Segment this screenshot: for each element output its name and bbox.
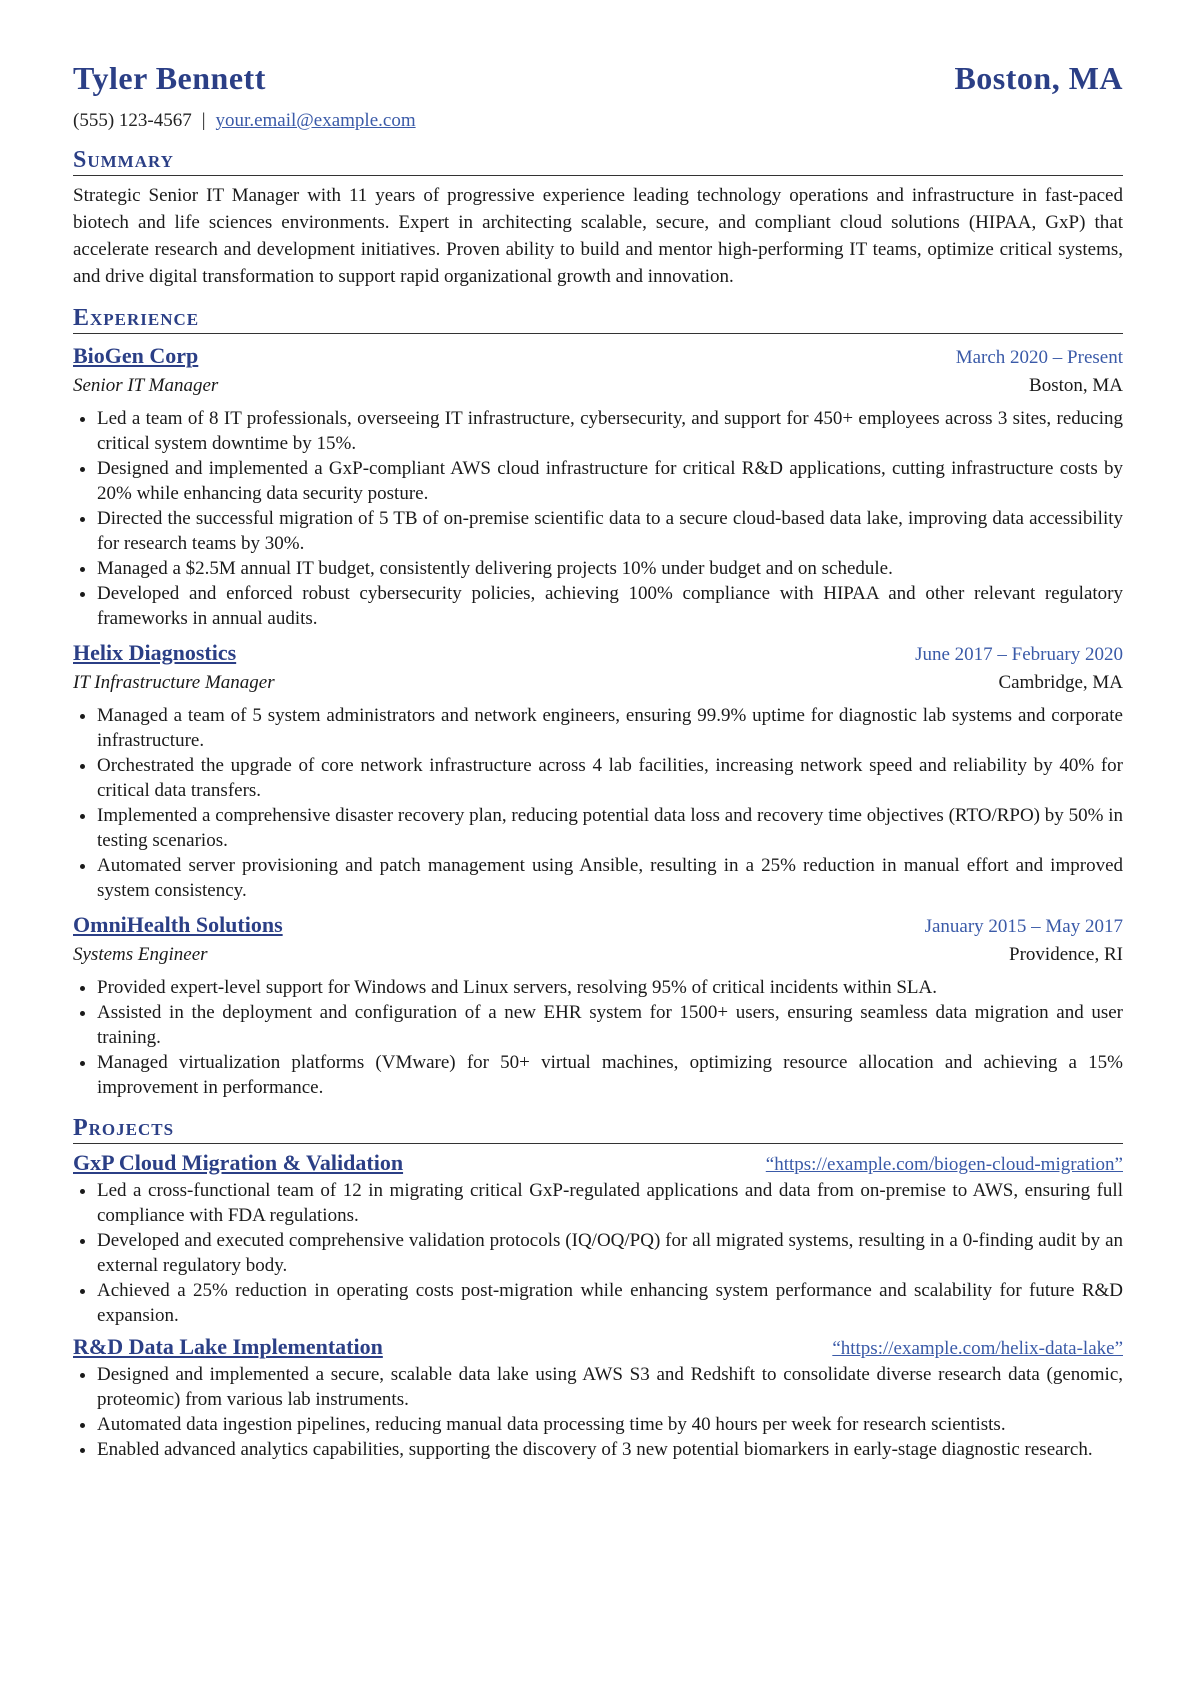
bullet-item: • Led a cross-functional team of 12 in migrating critical GxP-regulated applications and data from on-premise to AWS, ensuring full compliance with FDA regulations. xyxy=(97,1178,1123,1228)
job-entry xyxy=(73,639,1123,903)
job-location: Providence, RI xyxy=(1009,944,1123,965)
project-url-link[interactable]: “https://example.com/biogen-cloud-migration” xyxy=(765,1154,1123,1175)
candidate-name: Tyler Bennett xyxy=(73,60,266,96)
bullet-item: • Assisted in the deployment and configuration of a new EHR system for 1500+ users, ensuring seamless data migration and user training. xyxy=(97,1000,1123,1050)
project-entry xyxy=(73,1334,1123,1462)
job-entry xyxy=(73,342,1123,631)
job-dates: March 2020 – Present xyxy=(955,347,1123,368)
company-link[interactable]: Helix Diagnostics xyxy=(73,640,237,665)
bullet-item: • Developed and enforced robust cybersecurity policies, achieving 100% compliance with HIPAA and other relevant regulatory frameworks in annual audits. xyxy=(97,581,1123,631)
bullet-item: • Orchestrated the upgrade of core network infrastructure across 4 lab facilities, increasing network speed and reliability by 40% for critical data transfers. xyxy=(97,753,1123,803)
job-role: Senior IT Manager xyxy=(73,375,219,396)
bullet-item: • Automated server provisioning and patch management using Ansible, resulting in a 25% reduction in manual effort and improved system consistency. xyxy=(97,853,1123,903)
contact-separator: | xyxy=(201,110,206,131)
company-link[interactable]: BioGen Corp xyxy=(73,343,199,368)
job-location: Boston, MA xyxy=(1029,375,1123,396)
phone-number: (555) 123-4567 xyxy=(73,110,192,131)
email-link[interactable]: your.email@example.com xyxy=(215,110,416,131)
bullet-item: • Directed the successful migration of 5 TB of on-premise scientific data to a secure cloud-based data lake, improving data accessibility for research teams by 30%. xyxy=(97,506,1123,556)
bullet-item: • Provided expert-level support for Windows and Linux servers, resolving 95% of critical incidents within SLA. xyxy=(97,975,1123,1000)
bullet-item: • Managed a team of 5 system administrators and network engineers, ensuring 99.9% uptime for diagnostic lab systems and corporate infrastructure. xyxy=(97,703,1123,753)
header xyxy=(73,60,1123,104)
projects-heading: Projects xyxy=(73,1114,1123,1144)
summary-text: Strategic Senior IT Manager with 11 years of progressive experience leading technology operations and infrastructure in fast-paced biotech and life sciences environments. Expert in architecting scalable, secure, and compliant cloud solutions (HIPAA, GxP) that accelerate research and development initiatives. Proven ability to build and mentor high-performing IT teams, optimize critical systems, and drive digital transformation to support rapid organizational growth and innovation. xyxy=(73,185,1123,287)
bullet-item: • Designed and implemented a GxP-compliant AWS cloud infrastructure for critical R&D applications, cutting infrastructure costs by 20% while enhancing data security posture. xyxy=(97,456,1123,506)
job-dates: January 2015 – May 2017 xyxy=(924,916,1123,937)
project-name-link[interactable]: GxP Cloud Migration & Validation xyxy=(73,1150,404,1175)
job-bullets xyxy=(73,975,1123,1100)
job-bullets xyxy=(73,406,1123,631)
company-link[interactable]: OmniHealth Solutions xyxy=(73,912,283,937)
candidate-location: Boston, MA xyxy=(954,60,1123,96)
bullet-item: • Enabled advanced analytics capabilities, supporting the discovery of 3 new potential biomarkers in early-stage diagnostic research. xyxy=(97,1437,1123,1462)
project-entry xyxy=(73,1150,1123,1328)
project-bullets xyxy=(73,1178,1123,1328)
bullet-item: • Achieved a 25% reduction in operating costs post-migration while enhancing system performance and scalability for future R&D expansion. xyxy=(97,1278,1123,1328)
bullet-item: • Led a team of 8 IT professionals, overseeing IT infrastructure, cybersecurity, and support for 450+ employees across 3 sites, reducing critical system downtime by 15%. xyxy=(97,406,1123,456)
bullet-item: • Developed and executed comprehensive validation protocols (IQ/OQ/PQ) for all migrated systems, resulting in a 0-finding audit by an external regulatory body. xyxy=(97,1228,1123,1278)
bullet-item: • Implemented a comprehensive disaster recovery plan, reducing potential data loss and recovery time objectives (RTO/RPO) by 50% in testing scenarios. xyxy=(97,803,1123,853)
job-bullets xyxy=(73,703,1123,903)
project-name-link[interactable]: R&D Data Lake Implementation xyxy=(73,1334,383,1359)
experience-heading: Experience xyxy=(73,304,1123,334)
project-bullets xyxy=(73,1362,1123,1462)
job-dates: June 2017 – February 2020 xyxy=(915,644,1123,665)
summary-heading: Summary xyxy=(73,146,1123,176)
bullet-item: • Managed virtualization platforms (VMware) for 50+ virtual machines, optimizing resource allocation and achieving a 15% improvement in performance. xyxy=(97,1050,1123,1100)
job-location: Cambridge, MA xyxy=(998,672,1123,693)
contact-line xyxy=(73,110,1123,132)
job-role: IT Infrastructure Manager xyxy=(73,672,275,693)
bullet-item: • Managed a $2.5M annual IT budget, consistently delivering projects 10% under budget and on schedule. xyxy=(97,556,1123,581)
bullet-item: • Automated data ingestion pipelines, reducing manual data processing time by 40 hours per week for research scientists. xyxy=(97,1412,1123,1437)
resume-page xyxy=(73,60,1123,1462)
job-entry xyxy=(73,911,1123,1100)
bullet-item: • Designed and implemented a secure, scalable data lake using AWS S3 and Redshift to consolidate diverse research data (genomic, proteomic) from various lab instruments. xyxy=(97,1362,1123,1412)
project-url-link[interactable]: “https://example.com/helix-data-lake” xyxy=(832,1338,1123,1359)
job-role: Systems Engineer xyxy=(73,944,208,965)
